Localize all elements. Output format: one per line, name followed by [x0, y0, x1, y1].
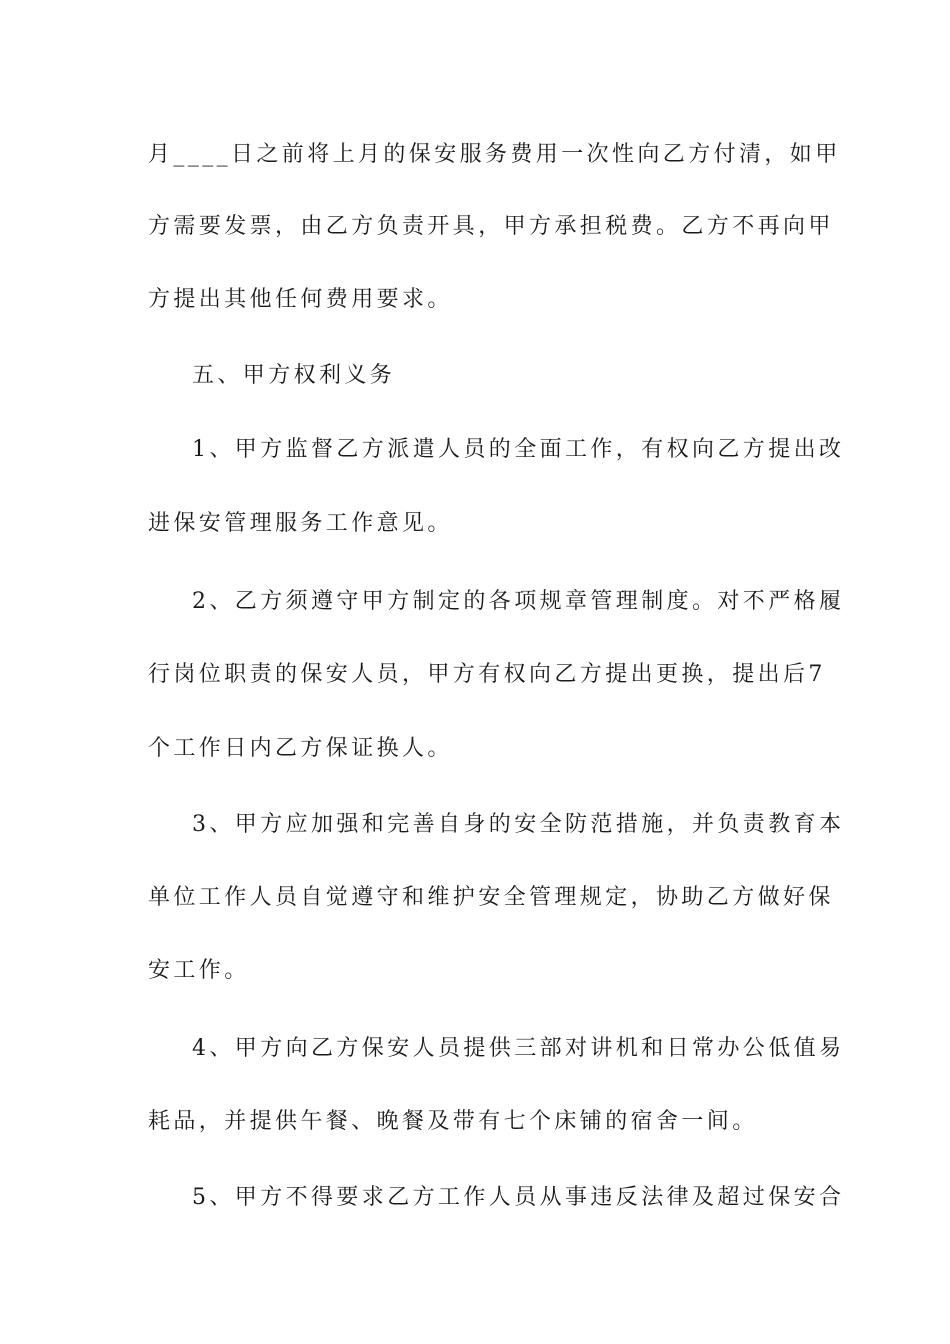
text-line: 方提出其他任何费用要求。: [148, 287, 453, 312]
text-line: 耗品，并提供午餐、晚餐及带有七个床铺的宿舍一间。: [148, 1109, 758, 1134]
text-line: 个工作日内乙方保证换人。: [148, 736, 453, 761]
text-line: 行岗位职责的保安人员，甲方有权向乙方提出更换，提出后7: [148, 662, 826, 687]
text-line: 4、甲方向乙方保安人员提供三部对讲机和日常办公低值易: [192, 1036, 845, 1061]
text-line: 安工作。: [148, 958, 250, 983]
text-line: 2、乙方须遵守甲方制定的各项规章管理制度。对不严格履: [192, 589, 845, 614]
text-line: 进保安管理服务工作意见。: [148, 511, 453, 536]
text-line: 3、甲方应加强和完善自身的安全防范措施，并负责教育本: [192, 812, 845, 837]
section-heading: 五、甲方权利义务: [192, 363, 396, 388]
text-line: 单位工作人员自觉遵守和维护安全管理规定，协助乙方做好保: [148, 885, 834, 910]
text-line: 5、甲方不得要求乙方工作人员从事违反法律及超过保安合: [192, 1185, 845, 1210]
text-line: 方需要发票，由乙方负责开具，甲方承担税费。乙方不再向甲: [148, 214, 834, 239]
text-line: 月____日之前将上月的保安服务费用一次性向乙方付清，如甲: [148, 142, 841, 167]
text-line: 1、甲方监督乙方派遣人员的全面工作，有权向乙方提出改: [192, 437, 845, 462]
